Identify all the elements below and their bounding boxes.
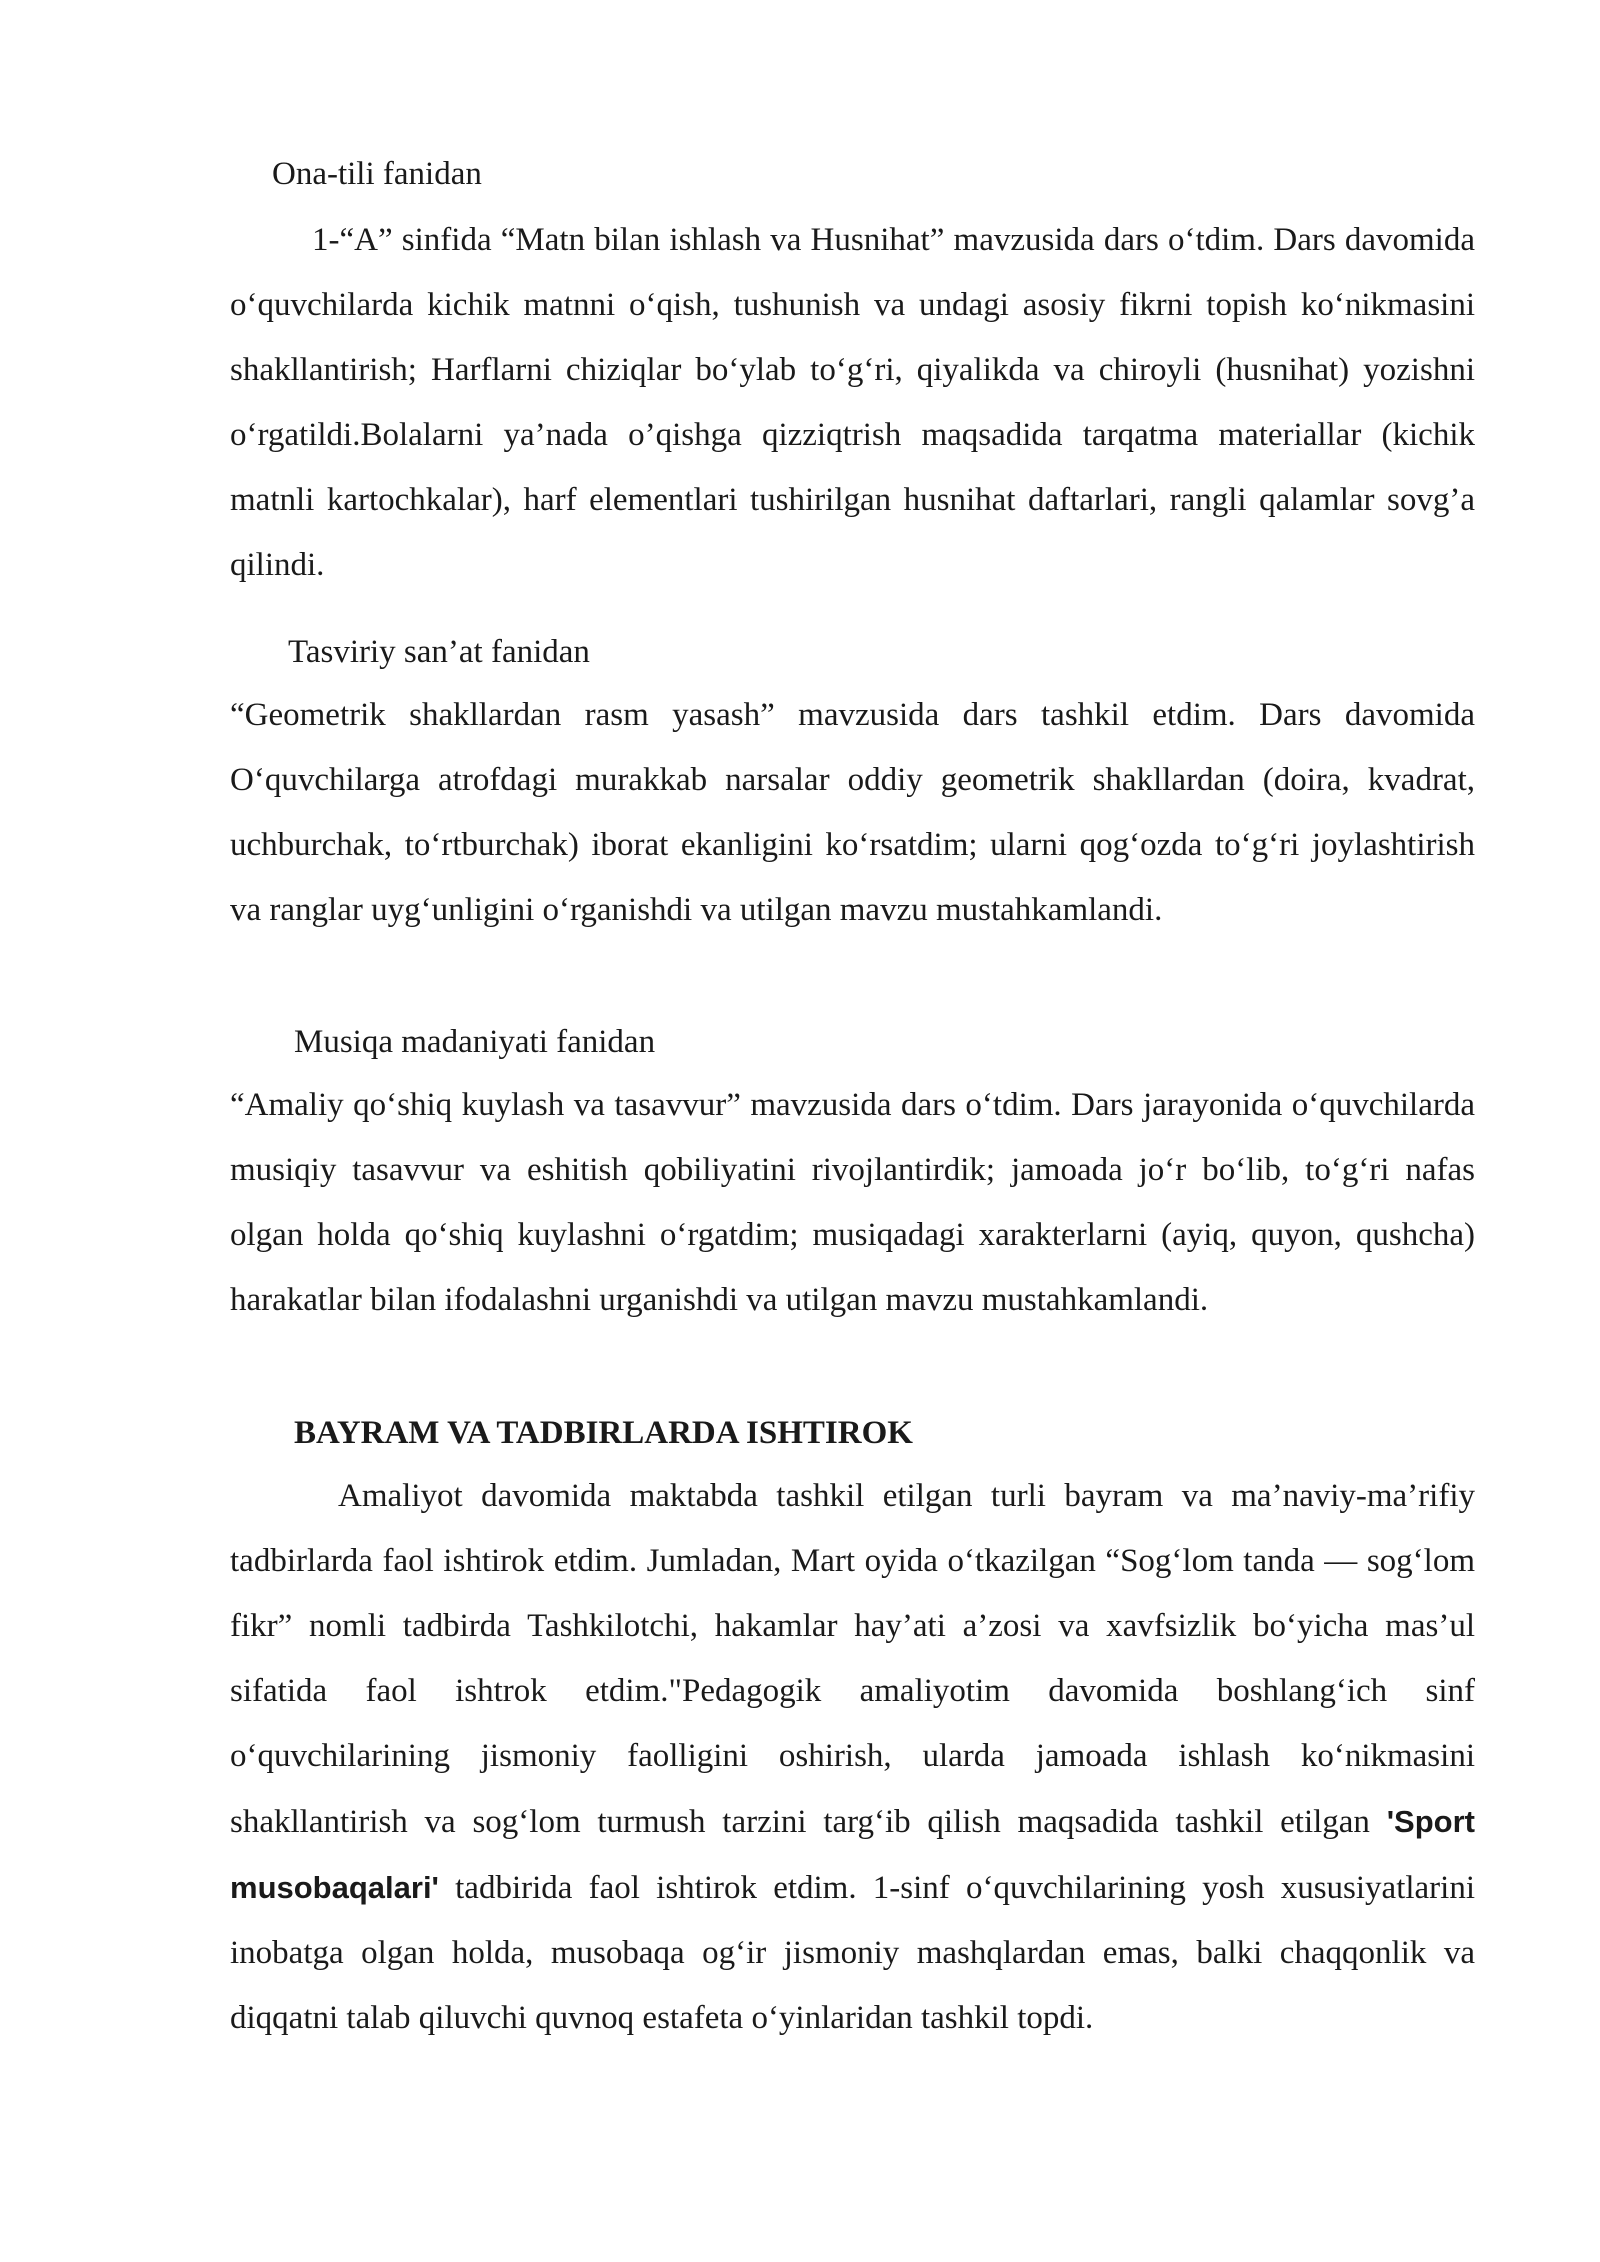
section-heading-bayram: BAYRAM VA TADBIRLARDA ISHTIROK: [294, 1415, 913, 1451]
paragraph-bayram: [230, 1464, 1475, 2051]
paragraph-musiqa: “Amaliy qo‘shiq kuylash va tasavvur” mavzusida dars o‘tdim. Dars jarayonida o‘quvchilarda musiqiy tasavvur va eshitish qobiliyatini rivojlantirdik; jamoada jo‘r bo‘lib, to‘g‘ri nafas olgan holda qo‘shiq kuylashni o‘rgatdim; musiqadagi xarakterlarni (ayiq, quyon, qushcha) harakatlar bilan ifodalashni urganishdi va utilgan mavzu mustahkamlandi.: [230, 1087, 1475, 1318]
paragraph-bayram-part2: tadbirida faol ishtirok etdim. 1-sinf o‘quvchilarining yosh xususiyatlarini inobatga olgan holda, musobaqa og‘ir jismoniy mashqlardan emas, balki chaqqonlik va diqqatni talab qiluvchi quvnoq estafeta o‘yinlaridan tashkil topdi.: [230, 1870, 1475, 2036]
section-heading-tasviriy: Tasviriy san’at fanidan: [288, 634, 590, 670]
event-name-sport-musobaqalari: 'Sport musobaqalari': [230, 1804, 1475, 1905]
section-heading-musiqa: Musiqa madaniyati fanidan: [294, 1024, 656, 1060]
section-heading-ona-tili: Ona-tili fanidan: [272, 156, 482, 192]
paragraph-bayram-part1: Amaliyot davomida maktabda tashkil etilgan turli bayram va ma’naviy-ma’rifiy tadbirlarda faol ishtirok etdim. Jumladan, Mart oyida o‘tkazilgan “Sog‘lom tanda — sog‘lom fikr” nomli tadbirda Tashkilotchi, hakamlar hay’ati a’zosi va xavfsizlik bo‘yicha mas’ul sifatida faol ishtrok etdim."Pedagogik amaliyotim davomida boshlang‘ich sinf o‘quvchilarining jismoniy faolligini oshirish, ularda jamoada ishlash ko‘nikmasini shakllantirish va sog‘lom turmush tarzini targ‘ib qilish maqsadida tashkil etilgan: [230, 1478, 1475, 1840]
paragraph-ona-tili: 1-“A” sinfida “Matn bilan ishlash va Husnihat” mavzusida dars o‘tdim. Dars davomida o‘quvchilarda kichik matnni o‘qish, tushunish va undagi asosiy fikrni topish ko‘nikmasini shakllantirish; Harflarni chiziqlar bo‘ylab to‘g‘ri, qiyalikda va chiroyli (husnihat) yozishni o‘rgatildi.Bolalarni ya’nada o’qishga qizziqtrish maqsadida tarqatma materiallar (kichik matnli kartochkalar), harf elementlari tushirilgan husnihat daftarlari, rangli qalamlar sovg’a qilindi.: [230, 222, 1475, 583]
paragraph-tasviriy: “Geometrik shakllardan rasm yasash” mavzusida dars tashkil etdim. Dars davomida O‘quvchilarga atrofdagi murakkab narsalar oddiy geometrik shakllardan (doira, kvadrat, uchburchak, to‘rtburchak) iborat ekanligini ko‘rsatdim; ularni qog‘ozda to‘g‘ri joylashtirish va ranglar uyg‘unligini o‘rganishdi va utilgan mavzu mustahkamlandi.: [230, 697, 1475, 928]
